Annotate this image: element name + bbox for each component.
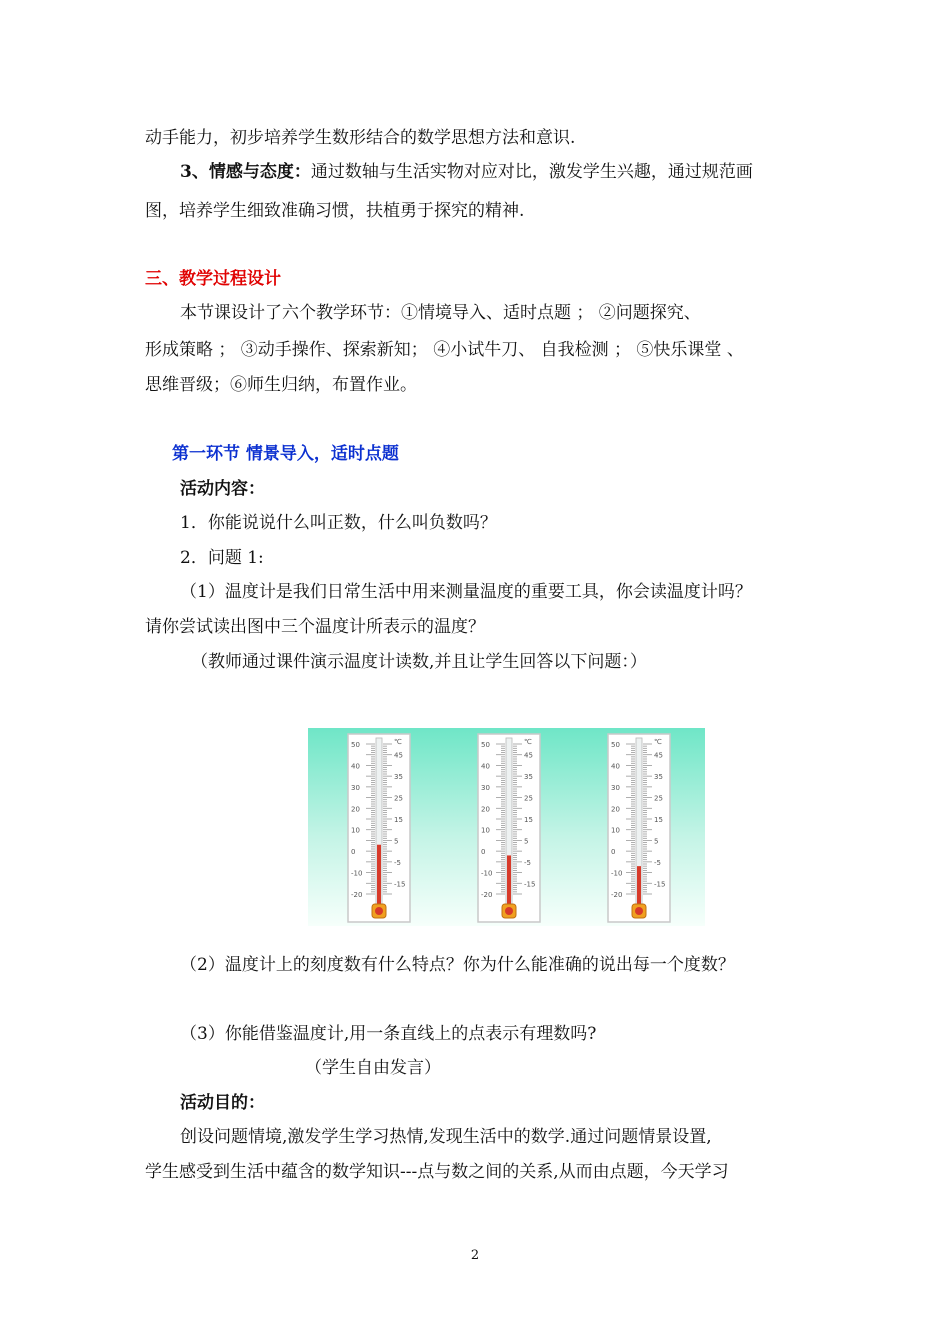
thermometer [608, 734, 670, 922]
page-number: 2 [470, 1248, 480, 1263]
scale-label: -20 [611, 891, 623, 899]
scale-label: 20 [481, 805, 490, 814]
unit-label: ℃ [654, 738, 662, 746]
scale-label: 25 [524, 794, 533, 803]
mercury-column [377, 845, 381, 908]
student-note: （学生自由发言） [305, 1058, 441, 1078]
scale-label: 30 [611, 783, 620, 792]
scale-label: 10 [351, 826, 360, 835]
thermometer [478, 734, 540, 922]
scale-label: -10 [481, 869, 493, 878]
paragraph-line [180, 161, 850, 183]
question-line: 请你尝试读出图中三个温度计所表示的温度？ [145, 617, 485, 637]
scale-label: 20 [611, 805, 620, 814]
section-heading: 三、教学过程设计 [145, 269, 281, 289]
attitude-text: 通过数轴与生活实物对应对比，激发学生兴趣，通过规范画 [310, 162, 753, 182]
scale-label: 15 [394, 816, 403, 824]
activity-purpose-label: 活动目的： [180, 1093, 265, 1113]
attitude-label: 3、情感与态度： [180, 162, 311, 182]
unit-label: ℃ [394, 738, 402, 746]
thermometer-bulb [375, 907, 383, 915]
activity-content-label: 活动内容： [180, 479, 265, 499]
question-line: （1）温度计是我们日常生活中用来测量温度的重要工具，你会读温度计吗？ [180, 582, 752, 602]
scale-label: 50 [481, 741, 490, 749]
thermometer-figure [308, 728, 705, 926]
thermometer-illustration [308, 728, 705, 926]
paragraph-line: 本节课设计了六个教学环节：①情境导入、适时点题 ； ②问题探究、 [180, 303, 701, 323]
scale-label: 30 [481, 783, 490, 792]
thermometer [348, 734, 410, 922]
paragraph-line: 创设问题情境,激发学生学习热情,发现生活中的数学.通过问题情景设置, [180, 1127, 712, 1147]
question-line: 2．问题 1: [180, 548, 264, 568]
scale-label: -5 [394, 858, 401, 867]
scale-label: 35 [654, 773, 663, 782]
scale-label: -20 [481, 891, 493, 899]
teacher-note: （教师通过课件演示温度计读数,并且让学生回答以下问题：） [191, 652, 647, 672]
scale-label: 10 [611, 826, 620, 835]
scale-label: 20 [351, 805, 360, 814]
question-line: （2）温度计上的刻度数有什么特点？你为什么能准确的说出每一个度数？ [180, 955, 735, 975]
scale-label: 5 [524, 837, 529, 846]
paragraph-line: 思维晋级；⑥师生归纳，布置作业。 [145, 375, 417, 395]
scale-label: 35 [394, 773, 403, 782]
scale-label: -15 [524, 880, 536, 889]
scale-label: 45 [524, 751, 533, 760]
scale-label: 40 [611, 762, 620, 771]
scale-label: 0 [351, 848, 356, 857]
scale-label: 35 [524, 773, 533, 782]
question-line: 1．你能说说什么叫正数，什么叫负数吗？ [180, 513, 497, 533]
scale-label: 0 [481, 848, 486, 857]
scale-label: -20 [351, 891, 363, 899]
scale-label: 45 [394, 751, 403, 760]
thermometer-bulb [635, 907, 643, 915]
scale-label: 25 [654, 794, 663, 803]
scale-label: -10 [611, 869, 623, 878]
scale-label: 45 [654, 751, 663, 760]
paragraph-line: 形成策略 ； ③动手操作、探索新知； ④小试牛刀、 自我检测 ； ⑤快乐课堂 、 [145, 340, 744, 360]
scale-label: 50 [611, 741, 620, 749]
scale-label: 10 [481, 826, 490, 835]
mercury-column [507, 855, 511, 908]
scale-label: 30 [351, 783, 360, 792]
scale-label: 15 [654, 816, 663, 824]
mercury-column [637, 866, 641, 908]
question-line: （3）你能借鉴温度计,用一条直线上的点表示有理数吗? [180, 1024, 597, 1044]
paragraph-line: 图，培养学生细致准确习惯，扶植勇于探究的精神. [145, 201, 525, 221]
paragraph-line: 动手能力，初步培养学生数形结合的数学思想方法和意识. [145, 128, 576, 148]
scale-label: 25 [394, 794, 403, 803]
thermometer-bulb [505, 907, 513, 915]
scale-label: -5 [524, 858, 531, 867]
scale-label: 15 [524, 816, 533, 824]
subsection-heading: 第一环节 情景导入，适时点题 [172, 444, 399, 464]
scale-label: 5 [394, 837, 399, 846]
paragraph-line: 学生感受到生活中蕴含的数学知识---点与数之间的关系,从而由点题，今天学习 [145, 1162, 729, 1182]
scale-label: -15 [394, 880, 406, 889]
scale-label: -15 [654, 880, 666, 889]
scale-label: -5 [654, 858, 661, 867]
scale-label: 0 [611, 848, 616, 857]
unit-label: ℃ [524, 738, 532, 746]
scale-label: 40 [481, 762, 490, 771]
scale-label: -10 [351, 869, 363, 878]
scale-label: 50 [351, 741, 360, 749]
scale-label: 5 [654, 837, 659, 846]
scale-label: 40 [351, 762, 360, 771]
